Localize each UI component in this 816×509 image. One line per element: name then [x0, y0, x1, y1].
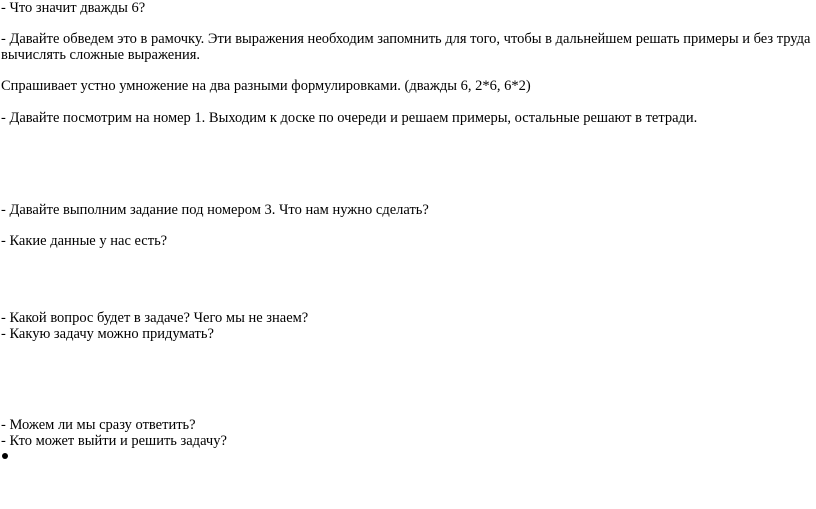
question-answer-immediately: - Можем ли мы сразу ответить?	[1, 417, 196, 433]
question-who-solves: - Кто может выйти и решить задачу?	[1, 433, 227, 449]
question-make-up-problem: - Какую задачу можно придумать?	[1, 326, 214, 342]
instruction-circle-in-frame: - Давайте обведем это в рамочку. Эти выражения необходим запомнить для того, чтобы в дальнейшем решать примеры и без труда	[1, 31, 811, 47]
question-what-is-asked: - Какой вопрос будет в задаче? Чего мы не знаем?	[1, 310, 309, 326]
bullet-point	[2, 453, 8, 459]
instruction-exercise-three: - Давайте выполним задание под номером 3. Что нам нужно сделать?	[1, 202, 429, 218]
question-given-data: - Какие данные у нас есть?	[1, 233, 168, 249]
instruction-circle-in-frame-continued: вычислять сложные выражения.	[1, 47, 201, 63]
question-what-is-twice-six: - Что значит дважды 6?	[1, 0, 146, 16]
oral-multiplication-note: Спрашивает устно умножение на два разными формулировками. (дважды 6, 2*6, 6*2)	[1, 78, 531, 94]
instruction-exercise-one: - Давайте посмотрим на номер 1. Выходим к доске по очереди и решаем примеры, остальные решают в тетради.	[1, 110, 698, 126]
